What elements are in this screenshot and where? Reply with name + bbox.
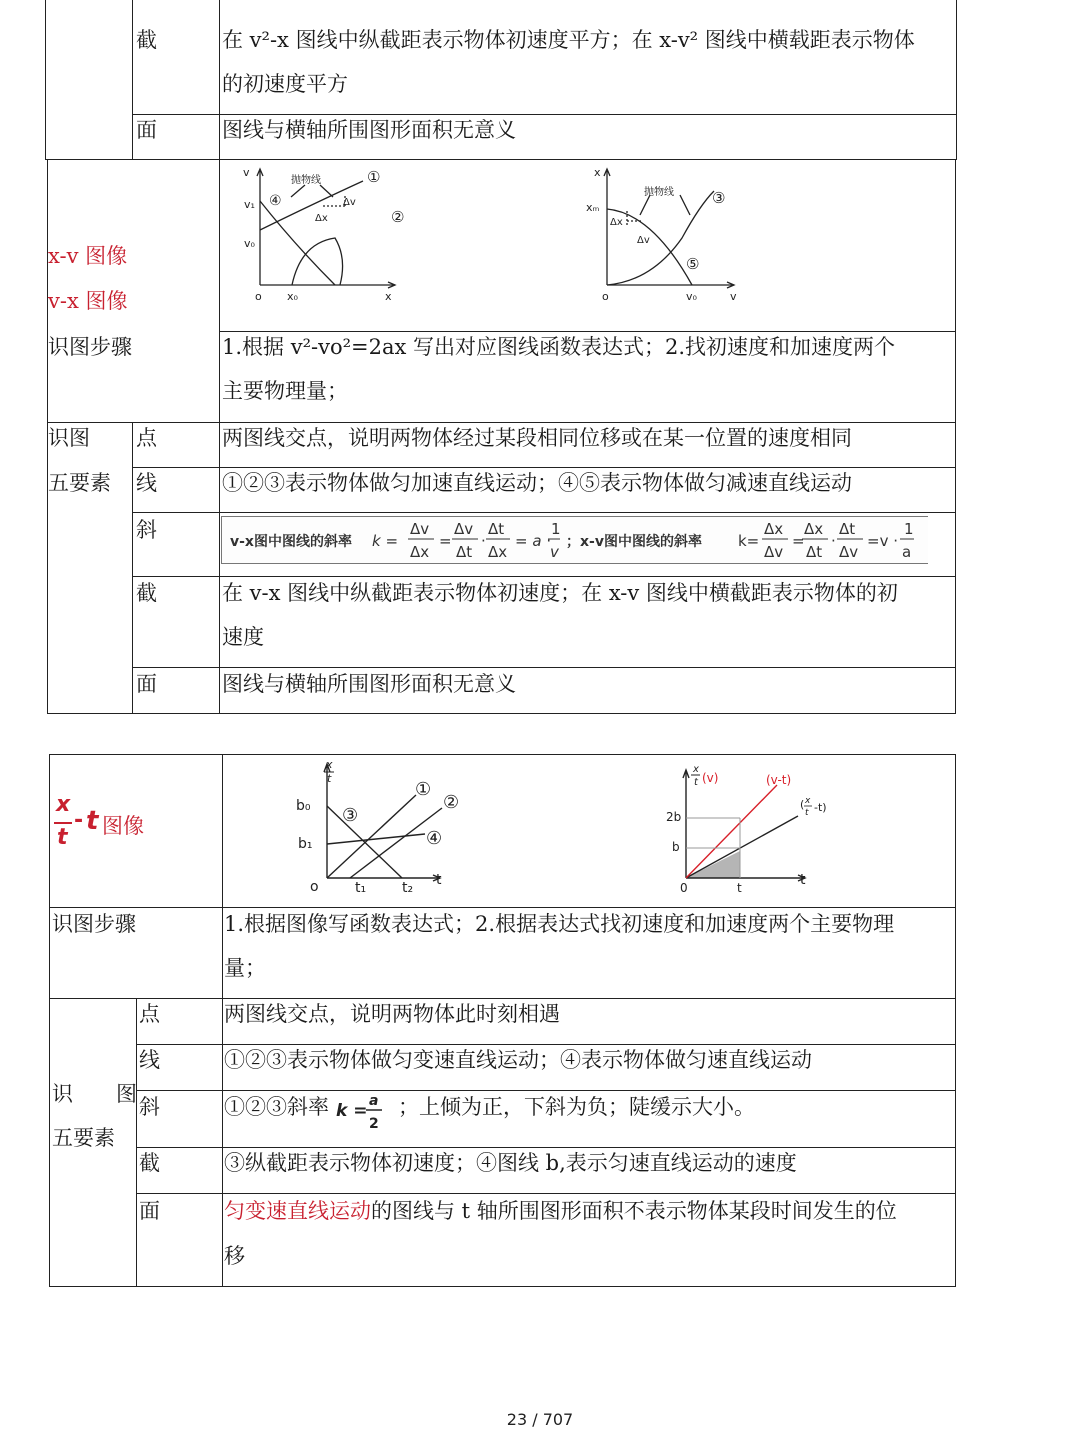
jie-label: 截 [136,581,157,605]
svg-text:=: = [792,532,805,550]
svg-text:k =: k = [372,532,399,550]
mian-red-text: 匀变速直线运动 [224,1199,371,1223]
svg-text:v₁: v₁ [244,198,255,211]
steps-text-2-2: 量； [224,956,266,980]
mian-label: 面 [136,672,157,696]
svg-text:v: v [730,290,737,303]
svg-text:Δx: Δx [804,520,824,538]
dian-text-3: 两图线交点，说明两物体此时刻相遇 [224,1002,560,1026]
svg-text:2: 2 [369,1116,379,1132]
svg-text:Δx: Δx [610,217,623,228]
five-elements-3b: 图 [116,1082,137,1106]
mian-text-3-2: 移 [224,1244,245,1268]
svg-text:=v ·: =v · [867,532,898,550]
svg-text:Δv: Δv [839,543,859,561]
svg-text:Δv: Δv [764,543,784,561]
xie-text-3a: ①②③斜率 [224,1095,329,1119]
mian-text-3-1 [224,1189,897,1233]
svg-text:b₁: b₁ [298,836,313,852]
svg-text:x: x [594,166,601,179]
svg-text:Δv: Δv [637,235,650,246]
svg-text:⑤: ⑤ [686,255,700,273]
five-elements-2: 五要素 [48,471,111,495]
svg-text:b: b [672,840,680,854]
svg-text:·: · [481,532,486,550]
steps-text-2-1: 1.根据图像写函数表达式；2.根据表达式找初速度和加速度两个主要物理 [224,912,895,936]
jie-label-3: 截 [139,1151,160,1175]
svg-text:·: · [831,532,836,550]
svg-text:x₀: x₀ [287,290,298,303]
svg-text:③: ③ [712,189,726,207]
jie-text-1: 在 v-x 图线中纵截距表示物体初速度；在 x-v 图线中横截距表示物体的初 [222,581,898,605]
slope-xv-label: ；x-v图中图线的斜率 [566,534,702,550]
svg-text:o: o [255,290,262,303]
row-jie-label: 截 [136,28,157,52]
xian-label: 线 [136,471,157,495]
steps-label: 识图步骤 [48,335,132,359]
svg-text:-t): -t) [814,801,827,814]
slope-formula [221,516,928,564]
svg-text:②: ② [391,208,405,226]
svg-text:a: a [369,1093,379,1109]
slope-a-over-2 [334,1090,390,1134]
xv-graph [582,163,747,308]
mian-text: 图线与横轴所围图形面积无意义 [222,672,516,696]
jie-text-2: 速度 [222,625,264,649]
svg-text:o: o [602,290,609,303]
svg-text:Δv: Δv [454,520,474,538]
svg-text:④: ④ [426,828,443,849]
svg-text:Δv: Δv [343,197,356,208]
steps-label-2: 识图步骤 [52,912,136,936]
xian-label-3: 线 [139,1048,160,1072]
steps-text-2: 主要物理量； [222,379,348,403]
row-jie-text-2: 的初速度平方 [222,72,348,96]
slope-vx-label: v-x图中图线的斜率 [230,534,352,550]
row-mian-label: 面 [136,118,157,142]
steps-text-1: 1.根据 v²-vo²=2ax 写出对应图线函数表达式；2.找初速度和加速度两个 [222,335,896,359]
title-vx: v-x 图像 [48,289,128,313]
xie-text-3b: ；上倾为正，下斜为负；陡缓示大小。 [398,1095,755,1119]
vx-graph [235,163,415,308]
svg-text:④: ④ [269,193,282,209]
dian-label-3: 点 [139,1002,160,1026]
frac-dv: Δv [410,520,430,538]
svg-text:抛物线: 抛物线 [291,175,321,186]
five-elements-1: 识图 [48,426,90,450]
svg-text:t: t [436,872,442,888]
svg-text:v₀: v₀ [686,290,697,303]
svg-text:x: x [385,290,392,303]
svg-text:Δt: Δt [806,543,823,561]
row-mian-text: 图线与横轴所围图形面积无意义 [222,118,516,142]
svg-text:(v): (v) [702,771,719,785]
svg-text:Δt: Δt [839,520,856,538]
svg-text:Δx: Δx [315,213,328,224]
svg-text:k=: k= [738,532,760,550]
svg-text:x: x [805,796,811,806]
svg-text:1: 1 [551,520,561,538]
svg-text:(: ( [800,798,805,811]
svg-text:b₀: b₀ [296,798,311,814]
svg-text:a: a [902,543,912,561]
svg-text:=: = [439,532,452,550]
svg-text:①: ① [367,168,381,186]
dian-label: 点 [136,426,157,450]
xie-label-3: 斜 [139,1095,160,1119]
svg-text:Δx: Δx [488,543,508,561]
svg-text:②: ② [443,792,460,813]
svg-text:t₂: t₂ [402,880,414,896]
svg-text:o: o [310,879,319,895]
svg-text:v₀: v₀ [244,237,255,250]
xie-label: 斜 [136,518,157,542]
svg-text:③: ③ [342,805,359,826]
title-xv: x-v 图像 [48,244,128,268]
svg-text:t: t [694,777,698,788]
svg-text:t: t [800,872,806,888]
svg-text:k =: k = [336,1101,368,1121]
svg-text:①: ① [415,779,432,800]
mian-text-3-1-rest: 的图线与 t 轴所围图形面积不表示物体某段时间发生的位 [371,1199,897,1223]
svg-text:t: t [327,772,332,785]
title-xt-t: x t - t 图像 [56,792,144,850]
xt-graph-right [660,758,850,900]
five-elements-3c: 五要素 [52,1126,115,1150]
svg-text:t: t [805,808,809,818]
svg-text:t₁: t₁ [355,880,367,896]
svg-text:x: x [693,764,699,775]
svg-text:x: x [326,758,333,771]
svg-text:(v-t): (v-t) [766,773,792,787]
xt-graph-left [290,758,475,900]
svg-text:0: 0 [680,881,688,895]
svg-text:v: v [243,166,250,179]
svg-text:1: 1 [904,520,914,538]
mian-label-3: 面 [139,1199,160,1223]
svg-text:Δt: Δt [456,543,473,561]
page-number: 23 / 707 [506,1410,574,1429]
svg-text:Δx: Δx [410,543,430,561]
xian-text: ①②③表示物体做匀加速直线运动；④⑤表示物体做匀减速直线运动 [222,471,852,495]
jie-text-3: ③纵截距表示物体初速度；④图线 b,表示匀速直线运动的速度 [224,1151,797,1175]
five-elements-3a: 识 [52,1082,73,1106]
svg-text:xₘ: xₘ [586,201,600,214]
dian-text: 两图线交点，说明两物体经过某段相同位移或在某一位置的速度相同 [222,426,852,450]
xian-text-3: ①②③表示物体做匀变速直线运动；④表示物体做匀速直线运动 [224,1048,812,1072]
svg-text:Δt: Δt [488,520,505,538]
svg-text:v: v [550,543,559,561]
svg-text:Δx: Δx [764,520,784,538]
svg-text:t: t [737,881,742,895]
svg-text:抛物线: 抛物线 [644,187,674,198]
row-jie-text-1: 在 v²-x 图线中纵截距表示物体初速度平方；在 x-v² 图线中横载距表示物体 [222,28,915,52]
svg-text:2b: 2b [666,810,682,824]
svg-text:= a ·: = a · [515,532,552,550]
